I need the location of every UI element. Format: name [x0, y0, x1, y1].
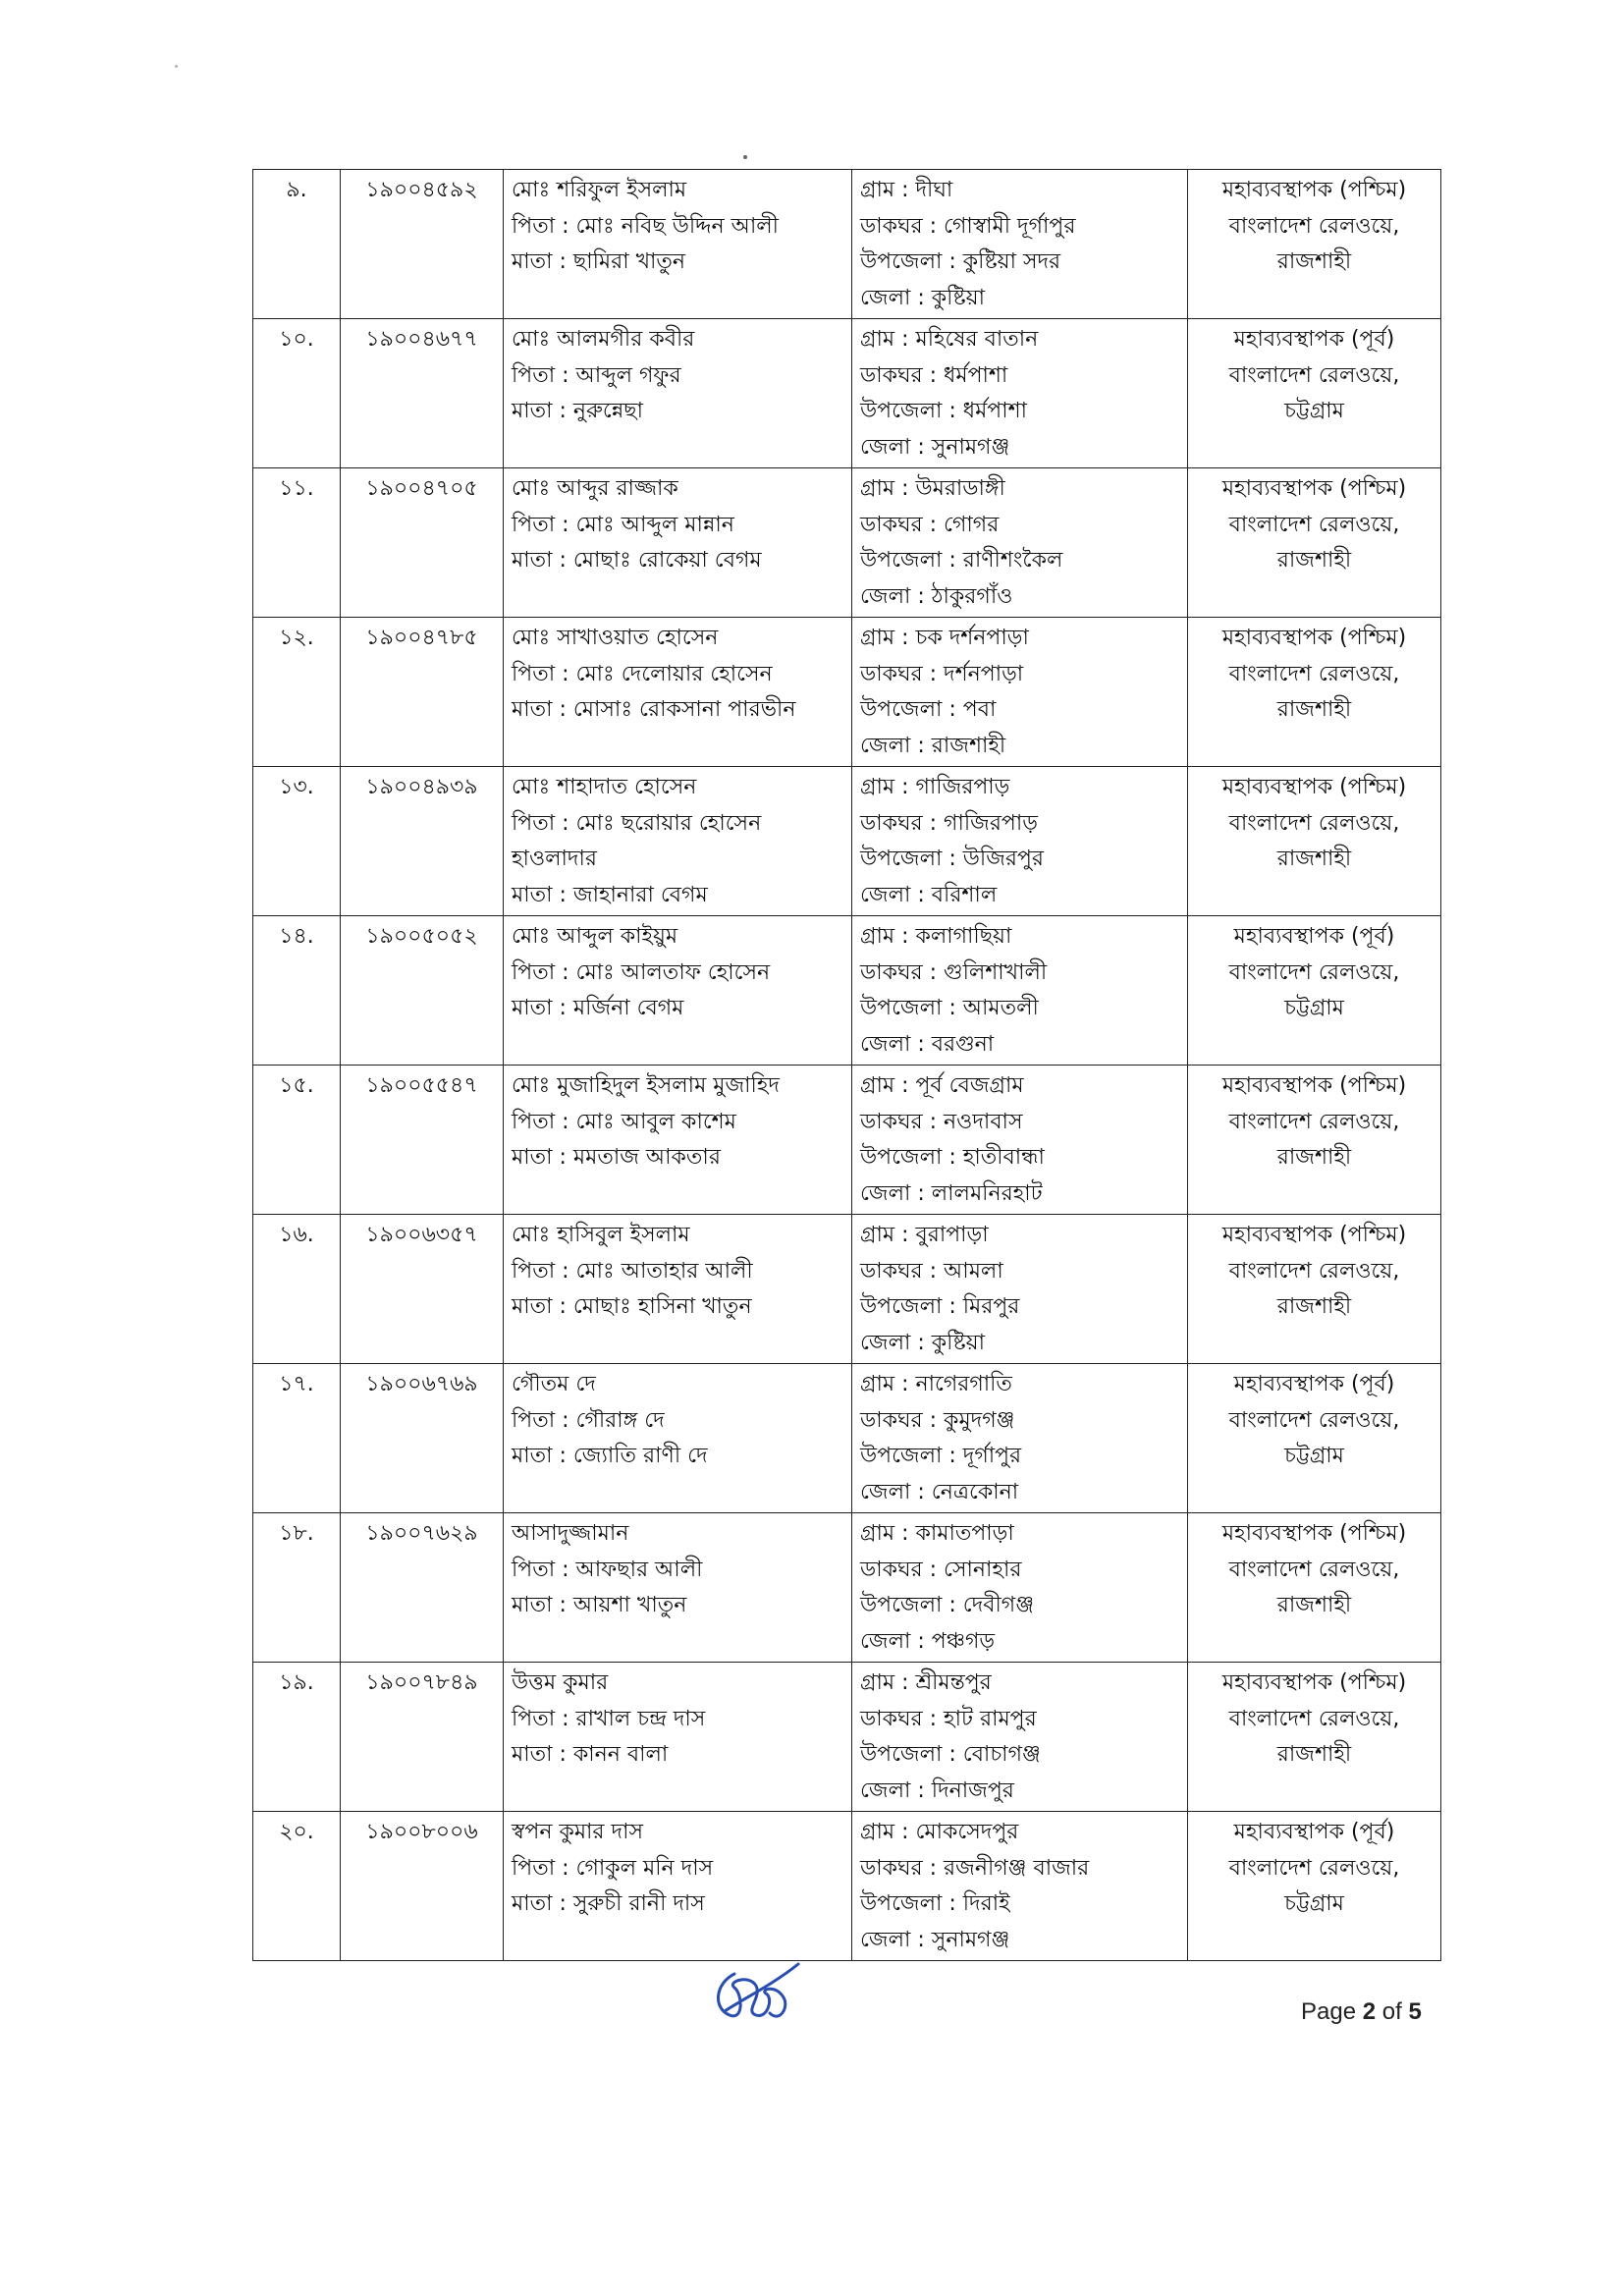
row-office1: মহাব্যবস্থাপক (পশ্চিম): [1221, 178, 1407, 202]
row-office1: মহাব্যবস্থাপক (পূর্ব): [1233, 924, 1395, 949]
row-office2: বাংলাদেশ রেলওয়ে,: [1228, 661, 1400, 686]
posting-cell: [1188, 767, 1441, 916]
table-row: [253, 1364, 1441, 1513]
row-sl: ১৮.: [279, 1521, 314, 1546]
row-father: পিতা : মোঃ আলতাফ হোসেন: [512, 959, 771, 985]
row-office3: চট্টগ্রাম: [1284, 1444, 1344, 1468]
row-upazila: উপজেলা : দূর্গাপুর: [860, 1444, 1022, 1468]
address-cell: [852, 1663, 1188, 1812]
row-sl: ১৬.: [279, 1223, 314, 1247]
row-post: ডাকঘর : ধর্মপাশা: [860, 362, 1008, 388]
row-upazila: উপজেলা : আমতলী: [860, 996, 1039, 1020]
table-row: [253, 468, 1441, 618]
row-father: পিতা : মোঃ আব্দুল মান্নান: [512, 512, 734, 537]
row-sl: ১২.: [279, 626, 314, 650]
row-father: পিতা : রাখাল চন্দ্র দাস: [512, 1706, 706, 1731]
posting-cell: [1188, 468, 1441, 618]
row-sl: ১৩.: [279, 775, 314, 799]
row-roll: ১৯০০৫৫৪৭: [365, 1073, 478, 1098]
row-upazila: উপজেলা : মিরপুর: [860, 1294, 1020, 1319]
row-post: ডাকঘর : গুলিশাখালী: [860, 959, 1048, 985]
row-office1: মহাব্যবস্থাপক (পূর্ব): [1233, 1372, 1395, 1396]
name-cell: [504, 1812, 852, 1961]
name-cell: [504, 1215, 852, 1364]
serial-cell: [253, 767, 341, 916]
row-father: পিতা : মোঃ দেলোয়ার হোসেন: [512, 661, 773, 686]
row-mother: মাতা : জাহানারা বেগম: [512, 882, 708, 907]
row-upazila: উপজেলা : ধর্মপাশা: [860, 399, 1028, 423]
posting-cell: [1188, 1812, 1441, 1961]
row-office1: মহাব্যবস্থাপক (পশ্চিম): [1221, 775, 1407, 799]
roll-cell: [341, 1066, 504, 1215]
table-body: [253, 170, 1441, 1961]
row-village: গ্রাম : পূর্ব বেজগ্রাম: [860, 1073, 1024, 1098]
row-office3: রাজশাহী: [1276, 1294, 1352, 1319]
address-cell: [852, 1513, 1188, 1663]
row-village: গ্রাম : মোকসেদপুর: [860, 1820, 1019, 1844]
row-village: গ্রাম : মহিষের বাতান: [860, 327, 1039, 352]
row-upazila: উপজেলা : পবা: [860, 697, 997, 722]
row-village: গ্রাম : কলাগাছিয়া: [860, 924, 1012, 949]
row-district: জেলা : কুষ্টিয়া: [860, 285, 985, 310]
row-upazila: উপজেলা : দেবীগঞ্জ: [860, 1593, 1035, 1617]
row-name: মোঃ আব্দুল কাইয়ুম: [512, 924, 678, 949]
row-upazila: উপজেলা : দিরাই: [860, 1891, 1010, 1916]
page-word: Page: [1301, 1998, 1357, 2025]
name-cell: [504, 1513, 852, 1663]
row-name: মোঃ মুজাহিদুল ইসলাম মুজাহিদ: [512, 1073, 780, 1098]
row-office3: রাজশাহী: [1276, 249, 1352, 274]
row-village: গ্রাম : কামাতপাড়া: [860, 1521, 1014, 1546]
row-roll: ১৯০০৫০৫২: [365, 924, 478, 949]
serial-cell: [253, 1663, 341, 1812]
row-district: জেলা : নেত্রকোনা: [860, 1479, 1019, 1504]
name-cell: [504, 1663, 852, 1812]
row-name: মোঃ শাহাদাত হোসেন: [512, 775, 697, 799]
address-cell: [852, 1215, 1188, 1364]
row-mother: মাতা : কানন বালা: [512, 1742, 669, 1767]
scan-speck: [175, 65, 178, 68]
serial-cell: [253, 1066, 341, 1215]
row-roll: ১৯০০৬৭৬৯: [365, 1372, 478, 1396]
row-post: ডাকঘর : গোস্বামী দূর্গাপুর: [860, 213, 1076, 239]
row-mother: মাতা : জ্যোতি রাণী দে: [512, 1444, 708, 1468]
row-mother: মাতা : মমতাজ আকতার: [512, 1145, 721, 1170]
name-cell: [504, 170, 852, 319]
row-name: মোঃ আলমগীর কবীর: [512, 327, 695, 352]
row-office2: বাংলাদেশ রেলওয়ে,: [1228, 1109, 1400, 1134]
row-district: জেলা : বরগুনা: [860, 1031, 995, 1057]
row-father: পিতা : মোঃ নবিছ উদ্দিন আলী: [512, 213, 779, 239]
row-sl: ১০.: [279, 327, 314, 352]
page-current: 2: [1362, 1998, 1377, 2025]
serial-cell: [253, 1215, 341, 1364]
row-post: ডাকঘর : সোনাহার: [860, 1557, 1022, 1582]
name-cell: [504, 1066, 852, 1215]
row-district: জেলা : দিনাজপুর: [860, 1777, 1014, 1803]
row-name: মোঃ হাসিবুল ইসলাম: [512, 1223, 690, 1247]
row-roll: ১৯০০৮০০৬: [365, 1820, 478, 1844]
row-district: জেলা : বরিশাল: [860, 882, 998, 907]
row-upazila: উপজেলা : উজিরপুর: [860, 847, 1045, 871]
posting-cell: [1188, 319, 1441, 468]
table-row: [253, 618, 1441, 767]
roll-cell: [341, 618, 504, 767]
roll-cell: [341, 916, 504, 1066]
row-upazila: উপজেলা : কুষ্টিয়া সদর: [860, 249, 1061, 274]
row-roll: ১৯০০৪৯৩৯: [365, 775, 478, 799]
table-row: [253, 916, 1441, 1066]
posting-cell: [1188, 170, 1441, 319]
row-office2: বাংলাদেশ রেলওয়ে,: [1228, 213, 1400, 239]
row-village: গ্রাম : শ্রীমন্তপুর: [860, 1670, 992, 1695]
row-post: ডাকঘর : কুমুদগঞ্জ: [860, 1407, 1015, 1433]
row-office2: বাংলাদেশ রেলওয়ে,: [1228, 1258, 1400, 1284]
row-sl: ২০.: [279, 1820, 314, 1844]
row-district: জেলা : কুষ্টিয়া: [860, 1330, 985, 1355]
row-district: জেলা : রাজশাহী: [860, 733, 1006, 758]
row-name: স্বপন কুমার দাস: [512, 1820, 643, 1844]
row-office3: চট্টগ্রাম: [1284, 399, 1344, 423]
table-row: [253, 319, 1441, 468]
row-office2: বাংলাদেশ রেলওয়ে,: [1228, 1557, 1400, 1582]
row-post: ডাকঘর : গাজিরপাড়: [860, 810, 1038, 836]
row-father: পিতা : মোঃ আতাহার আলী: [512, 1258, 753, 1284]
row-upazila: উপজেলা : বোচাগঞ্জ: [860, 1742, 1041, 1767]
name-cell: [504, 468, 852, 618]
row-name: মোঃ শরিফুল ইসলাম: [512, 178, 687, 202]
row-father: পিতা : মোঃ আবুল কাশেম: [512, 1109, 736, 1134]
row-mother: মাতা : নুরুন্নেছা: [512, 399, 644, 423]
row-name: মোঃ সাখাওয়াত হোসেন: [512, 626, 719, 650]
serial-cell: [253, 319, 341, 468]
row-district: জেলা : সুনামগঞ্জ: [860, 1927, 1010, 1952]
row-mother: মাতা : ছামিরা খাতুন: [512, 249, 686, 274]
row-office3: রাজশাহী: [1276, 697, 1352, 722]
row-father: পিতা : গোকুল মনি দাস: [512, 1855, 714, 1881]
table-row: [253, 1812, 1441, 1961]
row-village: গ্রাম : উমরাডাঙ্গী: [860, 476, 1005, 501]
table-row: [253, 1513, 1441, 1663]
row-father: পিতা : গৌরাঙ্গ দে: [512, 1407, 665, 1433]
row-district: জেলা : লালমনিরহাট: [860, 1180, 1043, 1206]
roll-cell: [341, 1663, 504, 1812]
address-cell: [852, 1066, 1188, 1215]
row-office3: রাজশাহী: [1276, 1742, 1352, 1767]
row-office1: মহাব্যবস্থাপক (পশ্চিম): [1221, 476, 1407, 501]
row-roll: ১৯০০৪৭০৫: [365, 476, 478, 501]
roll-cell: [341, 1215, 504, 1364]
row-post: ডাকঘর : হাট রামপুর: [860, 1706, 1037, 1731]
serial-cell: [253, 1364, 341, 1513]
page-number: [1301, 1998, 1422, 2026]
row-office2: বাংলাদেশ রেলওয়ে,: [1228, 1855, 1400, 1881]
address-cell: [852, 170, 1188, 319]
row-father: পিতা : আফছার আলী: [512, 1557, 703, 1582]
posting-cell: [1188, 916, 1441, 1066]
row-office1: মহাব্যবস্থাপক (পশ্চিম): [1221, 1073, 1407, 1098]
row-post: ডাকঘর : রজনীগঞ্জ বাজার: [860, 1855, 1090, 1881]
row-office1: মহাব্যবস্থাপক (পূর্ব): [1233, 1820, 1395, 1844]
roll-cell: [341, 767, 504, 916]
name-cell: [504, 1364, 852, 1513]
row-village: গ্রাম : নাগেরগাতি: [860, 1372, 1012, 1396]
row-post: ডাকঘর : দর্শনপাড়া: [860, 661, 1024, 686]
serial-cell: [253, 1513, 341, 1663]
row-father: পিতা : আব্দুল গফুর: [512, 362, 681, 388]
candidate-table: [252, 169, 1441, 1961]
row-post: ডাকঘর : গোগর: [860, 512, 1000, 537]
row-name: গৌতম দে: [512, 1372, 596, 1396]
roll-cell: [341, 170, 504, 319]
row-village: গ্রাম : গাজিরপাড়: [860, 775, 1010, 799]
signature: [705, 1954, 813, 2033]
row-office2: বাংলাদেশ রেলওয়ে,: [1228, 362, 1400, 388]
row-upazila: উপজেলা : রাণীশংকৈল: [860, 548, 1063, 573]
row-sl: ৯.: [286, 178, 307, 202]
row-post: ডাকঘর : আমলা: [860, 1258, 1003, 1284]
row-roll: ১৯০০৭৬২৯: [365, 1521, 478, 1546]
row-sl: ১৭.: [279, 1372, 314, 1396]
row-office2: বাংলাদেশ রেলওয়ে,: [1228, 959, 1400, 985]
row-mother: মাতা : আয়শা খাতুন: [512, 1593, 687, 1617]
serial-cell: [253, 1812, 341, 1961]
table-row: [253, 170, 1441, 319]
posting-cell: [1188, 1513, 1441, 1663]
roll-cell: [341, 1812, 504, 1961]
row-mother: মাতা : মোছাঃ রোকেয়া বেগম: [512, 548, 762, 573]
address-cell: [852, 319, 1188, 468]
row-name: উত্তম কুমার: [512, 1670, 609, 1695]
posting-cell: [1188, 1066, 1441, 1215]
row-sl: ১১.: [279, 476, 314, 501]
row-office2: বাংলাদেশ রেলওয়ে,: [1228, 1407, 1400, 1433]
posting-cell: [1188, 1364, 1441, 1513]
address-cell: [852, 1812, 1188, 1961]
row-mother: মাতা : মোছাঃ হাসিনা খাতুন: [512, 1294, 752, 1319]
row-roll: ১৯০০৭৮৪৯: [365, 1670, 478, 1695]
posting-cell: [1188, 1215, 1441, 1364]
roll-cell: [341, 468, 504, 618]
row-roll: ১৯০০৪৬৭৭: [365, 327, 478, 352]
row-office3: রাজশাহী: [1276, 1593, 1352, 1617]
row-village: গ্রাম : চক দর্শনপাড়া: [860, 626, 1029, 650]
row-roll: ১৯০০৪৭৮৫: [365, 626, 478, 650]
address-cell: [852, 916, 1188, 1066]
row-village: গ্রাম : বুরাপাড়া: [860, 1223, 989, 1247]
row-office1: মহাব্যবস্থাপক (পশ্চিম): [1221, 1521, 1407, 1546]
name-cell: [504, 767, 852, 916]
row-mother: মাতা : মোসাঃ রোকসানা পারভীন: [512, 697, 796, 722]
serial-cell: [253, 618, 341, 767]
address-cell: [852, 618, 1188, 767]
page-total: 5: [1408, 1998, 1422, 2025]
row-district: জেলা : সুনামগঞ্জ: [860, 434, 1010, 460]
row-father: পিতা : মোঃ ছরোয়ার হোসেন হাওলাদার: [512, 810, 762, 871]
row-post: ডাকঘর : নওদাবাস: [860, 1109, 1023, 1134]
row-office1: মহাব্যবস্থাপক (পূর্ব): [1233, 327, 1395, 352]
row-office3: রাজশাহী: [1276, 548, 1352, 573]
scan-speck: [743, 155, 747, 159]
of-word: of: [1381, 1998, 1402, 2025]
table-row: [253, 767, 1441, 916]
row-village: গ্রাম : দীঘা: [860, 178, 953, 202]
row-upazila: উপজেলা : হাতীবান্ধা: [860, 1145, 1045, 1170]
table-row: [253, 1066, 1441, 1215]
row-district: জেলা : পঞ্চগড়: [860, 1628, 996, 1654]
serial-cell: [253, 170, 341, 319]
row-mother: মাতা : মর্জিনা বেগম: [512, 996, 684, 1020]
address-cell: [852, 1364, 1188, 1513]
row-office3: চট্টগ্রাম: [1284, 1891, 1344, 1916]
name-cell: [504, 916, 852, 1066]
row-office1: মহাব্যবস্থাপক (পশ্চিম): [1221, 1670, 1407, 1695]
name-cell: [504, 618, 852, 767]
serial-cell: [253, 916, 341, 1066]
name-cell: [504, 319, 852, 468]
table-row: [253, 1663, 1441, 1812]
row-sl: ১৪.: [279, 924, 314, 949]
roll-cell: [341, 1513, 504, 1663]
row-office2: বাংলাদেশ রেলওয়ে,: [1228, 810, 1400, 836]
row-office2: বাংলাদেশ রেলওয়ে,: [1228, 512, 1400, 537]
row-name: আসাদুজ্জামান: [512, 1521, 629, 1546]
row-sl: ১৯.: [279, 1670, 314, 1695]
row-mother: মাতা : সুরুচী রানী দাস: [512, 1891, 705, 1916]
row-office1: মহাব্যবস্থাপক (পশ্চিম): [1221, 626, 1407, 650]
roll-cell: [341, 1364, 504, 1513]
table-row: [253, 1215, 1441, 1364]
row-sl: ১৫.: [279, 1073, 314, 1098]
row-office1: মহাব্যবস্থাপক (পশ্চিম): [1221, 1223, 1407, 1247]
row-district: জেলা : ঠাকুরগাঁও: [860, 583, 1013, 609]
serial-cell: [253, 468, 341, 618]
row-name: মোঃ আব্দুর রাজ্জাক: [512, 476, 678, 501]
row-office2: বাংলাদেশ রেলওয়ে,: [1228, 1706, 1400, 1731]
address-cell: [852, 767, 1188, 916]
row-office3: চট্টগ্রাম: [1284, 996, 1344, 1020]
row-roll: ১৯০০৬৩৫৭: [365, 1223, 478, 1247]
row-roll: ১৯০০৪৫৯২: [365, 178, 478, 202]
posting-cell: [1188, 618, 1441, 767]
row-office3: রাজশাহী: [1276, 847, 1352, 871]
address-cell: [852, 468, 1188, 618]
posting-cell: [1188, 1663, 1441, 1812]
row-office3: রাজশাহী: [1276, 1145, 1352, 1170]
roll-cell: [341, 319, 504, 468]
